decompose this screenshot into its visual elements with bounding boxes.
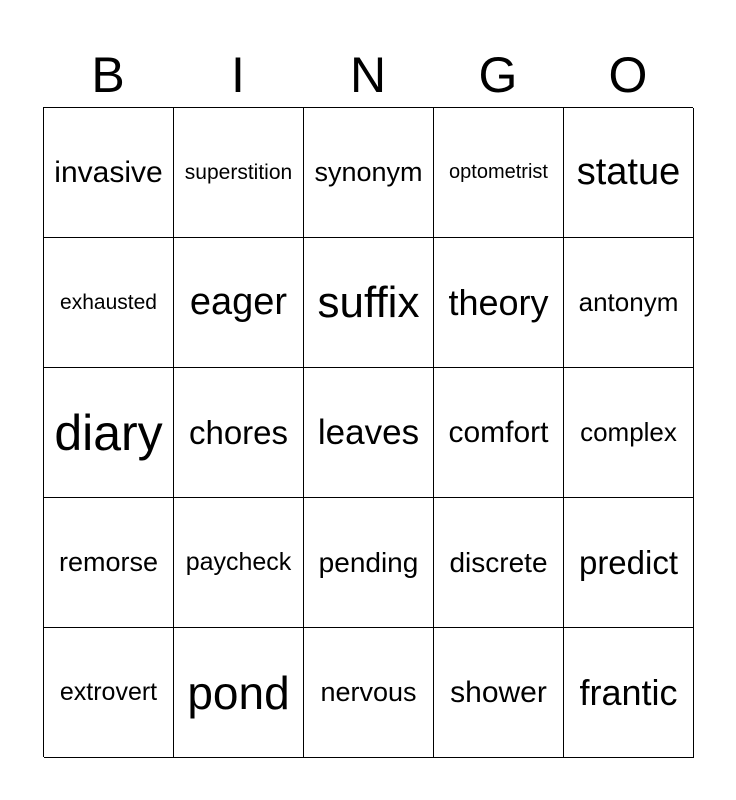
bingo-cell[interactable] <box>44 498 174 628</box>
cell-word: pending <box>318 546 419 578</box>
bingo-cell[interactable] <box>304 368 434 498</box>
bingo-cell[interactable] <box>434 628 564 758</box>
cell-word: pond <box>187 666 290 719</box>
cell-word: suffix <box>317 277 420 327</box>
cell-word: extrovert <box>59 678 158 706</box>
header-letter-g: G <box>478 47 518 103</box>
bingo-cell[interactable] <box>304 108 434 238</box>
cell-word: predict <box>578 543 679 581</box>
cell-word: comfort <box>448 415 549 449</box>
cell-word: remorse <box>58 547 159 577</box>
cell-word: optometrist <box>449 161 548 183</box>
bingo-cell[interactable] <box>304 498 434 628</box>
bingo-cell[interactable] <box>434 108 564 238</box>
header-letter-i: I <box>231 47 245 103</box>
bingo-cell[interactable] <box>434 498 564 628</box>
bingo-cell[interactable] <box>434 368 564 498</box>
bingo-cell[interactable] <box>304 238 434 368</box>
bingo-cell[interactable] <box>44 108 174 238</box>
cell-word: paycheck <box>185 548 292 576</box>
cell-word: statue <box>576 151 681 193</box>
bingo-cell[interactable] <box>174 238 304 368</box>
bingo-board <box>43 107 693 757</box>
bingo-cell[interactable] <box>174 628 304 758</box>
cell-word: exhausted <box>60 290 157 314</box>
bingo-cell[interactable] <box>174 498 304 628</box>
bingo-cell[interactable] <box>174 108 304 238</box>
cell-word: frantic <box>579 671 678 713</box>
bingo-cell[interactable] <box>44 628 174 758</box>
cell-word: discrete <box>449 546 548 578</box>
bingo-cell[interactable] <box>564 108 694 238</box>
cell-word: invasive <box>54 155 163 189</box>
cell-word: eager <box>189 281 288 323</box>
bingo-cell[interactable] <box>44 238 174 368</box>
cell-word: nervous <box>320 677 417 707</box>
cell-word: chores <box>188 413 289 451</box>
cell-word: synonym <box>314 157 423 187</box>
header-letter-n: N <box>349 47 387 103</box>
bingo-header <box>43 44 693 106</box>
cell-word: diary <box>54 404 163 461</box>
bingo-cell[interactable] <box>174 368 304 498</box>
bingo-cell[interactable] <box>564 368 694 498</box>
bingo-cell[interactable] <box>304 628 434 758</box>
bingo-cell[interactable] <box>564 498 694 628</box>
bingo-cell[interactable] <box>564 238 694 368</box>
cell-word: complex <box>580 417 677 447</box>
cell-word: theory <box>448 281 549 323</box>
cell-word: antonym <box>578 287 679 317</box>
cell-word: leaves <box>317 412 420 452</box>
bingo-cell[interactable] <box>564 628 694 758</box>
bingo-cell[interactable] <box>44 368 174 498</box>
header-letter-b: B <box>91 47 125 103</box>
bingo-cell[interactable] <box>434 238 564 368</box>
cell-word: shower <box>450 675 547 709</box>
cell-word: superstition <box>184 160 293 184</box>
header-letter-o: O <box>608 47 648 103</box>
